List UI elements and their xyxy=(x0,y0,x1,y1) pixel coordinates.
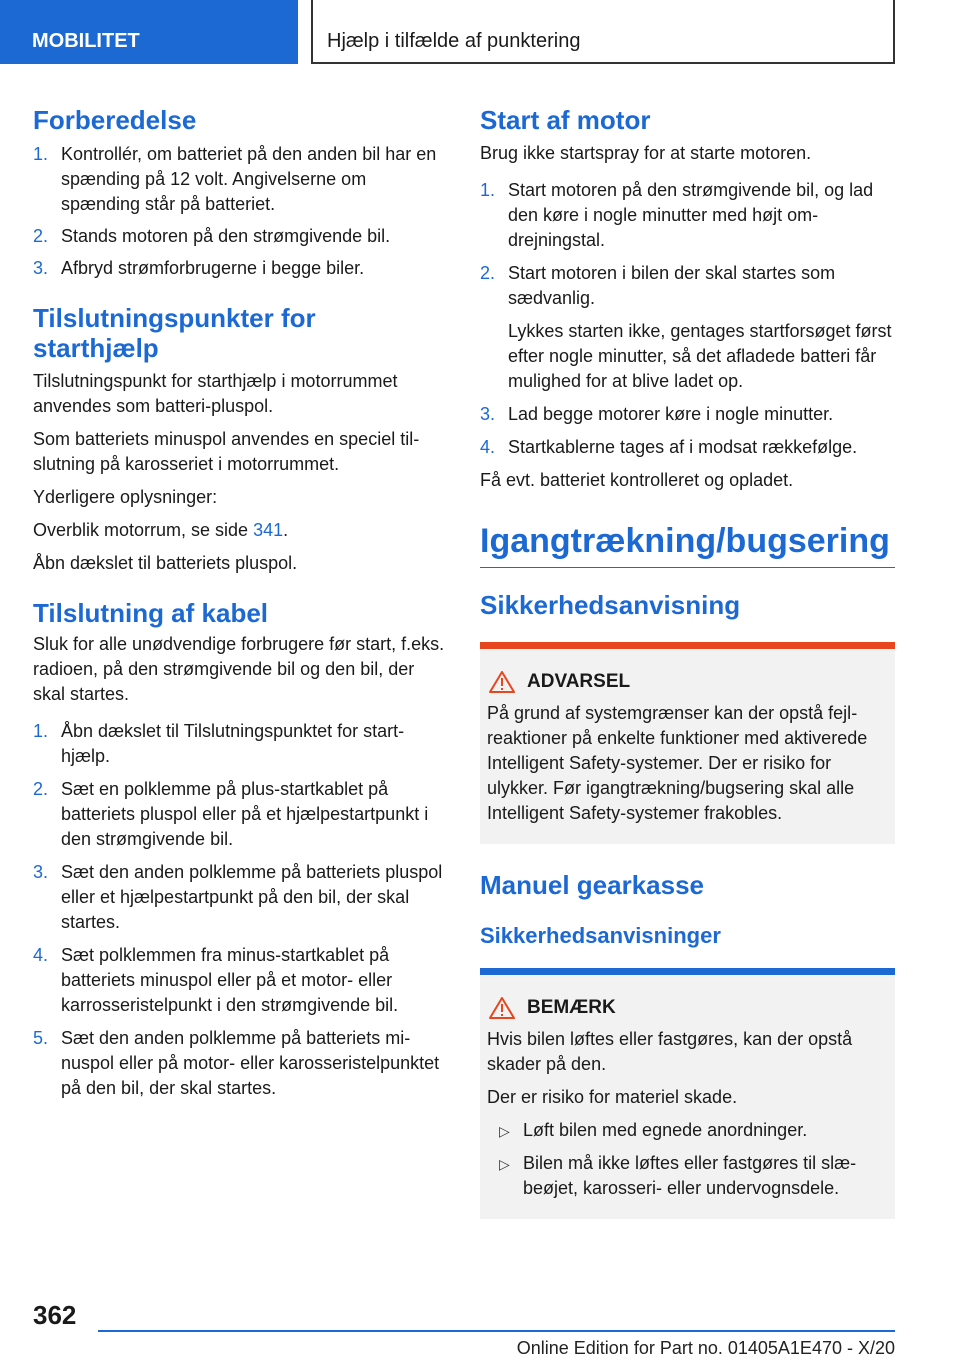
right-column xyxy=(480,100,895,1219)
left-column xyxy=(33,100,447,1101)
warning-box xyxy=(480,642,895,844)
note-text: Hvis bilen løftes eller fastgøres, kan der opstå skader på den. xyxy=(487,1029,853,1074)
note-bullets xyxy=(487,1118,888,1201)
list-item: 2. Start motoren i bilen der skal startes som sædvanlig. Lykkes starten ikke, gentages startforsøget først efter nogle minutter, så det afladede batteri får mulighed for at blive ladet op. xyxy=(480,261,895,394)
list-item: 2. Stands motoren på den strømgivende bil. xyxy=(33,226,391,246)
cable-steps xyxy=(33,719,447,1101)
heading-safety-notice: Sikkerhedsanvisning xyxy=(480,590,741,620)
heading-safety-notices: Sikkerhedsanvisninger xyxy=(480,923,721,948)
warning-content xyxy=(480,649,895,844)
paragraph: Yderligere oplysninger: xyxy=(33,487,218,507)
list-item: 1. Åbn dækslet til Tilslutningspunktet for starthjælp. xyxy=(33,721,405,766)
note-box xyxy=(480,968,895,1219)
list-item: 5. Sæt den anden polklemme på batteriets minuspol eller på motor- eller karosseristelpunktet på den bil, der skal startes. xyxy=(33,1028,440,1098)
footer-divider xyxy=(98,1330,895,1332)
warning-bar xyxy=(480,642,895,649)
page-link-341[interactable]: 341 xyxy=(253,520,284,540)
list-item: ▷ Bilen må ikke løftes eller fastgøres til slæbeøjet, karosseri- eller undervognsdele. xyxy=(499,1153,857,1198)
note-text: Der er risiko for materiel skade. xyxy=(487,1087,738,1107)
warning-header xyxy=(489,669,888,695)
footer-edition: Online Edition for Part no. 01405A1E470 - X/20 xyxy=(516,1338,895,1358)
preparation-steps xyxy=(33,142,447,281)
engine-start-steps xyxy=(480,178,895,460)
warning-triangle-icon xyxy=(489,997,515,1019)
list-item: 1. Kontrollér, om batteriet på den anden bil har en spænding på 12 volt. Angivelserne om spænding står på batteriet. xyxy=(33,144,437,214)
warning-label: ADVARSEL xyxy=(527,671,631,692)
note-bar xyxy=(480,968,895,975)
paragraph: Overblik motorrum, se side 341. xyxy=(33,520,289,540)
warning-text: På grund af systemgrænser kan der opstå fejlreaktioner på enkelte funktioner med aktiverede Intelligent Safety-systemer. Der er risiko for ulykker. Før igangtrækning/bugsering skal alle Intelligent Safety-systemer frakobles. xyxy=(487,703,868,823)
list-item: 1. Start motoren på den strømgivende bil, og lad den køre i nogle minutter med højt omdrejningstal. xyxy=(480,180,874,250)
bullet-triangle-icon: ▷ xyxy=(499,1123,510,1139)
paragraph: Som batteriets minuspol anvendes en speciel tilslutning på karosseriet i motorrummet. xyxy=(33,429,420,474)
paragraph: Tilslutningspunkt for starthjælp i motorrummet anvendes som batteri-pluspol. xyxy=(33,371,398,416)
heading-cable-connection: Tilslutning af kabel xyxy=(33,598,269,628)
list-item: 3. Lad begge motorer køre i nogle minutter. xyxy=(480,404,834,424)
paragraph: Sluk for alle unødvendige forbrugere før start, f.eks. radioen, på den strømgivende bil og den bil, der skal startes. xyxy=(33,634,445,704)
paragraph: Få evt. batteriet kontrolleret og opladet. xyxy=(480,470,794,490)
list-item: 4. Sæt polklemmen fra minus-startkablet på batteriets minuspol eller på et motor- eller karrosseristelpunkt i den strømgivende bil. xyxy=(33,945,399,1015)
list-item: 3. Afbryd strømforbrugerne i begge biler. xyxy=(33,258,365,278)
list-item: 3. Sæt den anden polklemme på batteriets pluspol eller et hjælpestartpunkt på den bil, der skal startes. xyxy=(33,862,443,932)
warning-triangle-icon xyxy=(489,671,515,693)
bullet-triangle-icon: ▷ xyxy=(499,1156,510,1172)
heading-manual-gearbox: Manuel gearkasse xyxy=(480,870,705,900)
note-label: BEMÆRK xyxy=(527,997,616,1018)
list-item: 2. Sæt en polklemme på plus-startkablet på batteriets pluspol eller på et hjælpestartpunkt i den strømgivende bil. xyxy=(33,779,429,849)
heading-connection-points: Tilslutningspunkter for starthjælp xyxy=(33,303,316,363)
section-tab: MOBILITET xyxy=(0,0,298,64)
heading-preparation: Forberedelse xyxy=(33,105,197,135)
heading-towing: Igangtrækning/bugsering xyxy=(480,521,895,568)
step-note: Lykkes starten ikke, gentages startforsøget først efter nogle minutter, så det afladede batteri får mulighed for at blive ladet op. xyxy=(508,321,892,391)
paragraph: Åbn dækslet til batteriets pluspol. xyxy=(33,553,298,573)
chapter-title: Hjælp i tilfælde af punktering xyxy=(311,0,895,64)
list-item: 4. Startkablerne tages af i modsat rækkefølge. xyxy=(480,437,858,457)
page-number: 362 xyxy=(33,1300,77,1330)
list-item: ▷ Løft bilen med egnede anordninger. xyxy=(487,1118,888,1143)
note-header xyxy=(489,995,888,1021)
paragraph: Brug ikke startspray for at starte motoren. xyxy=(480,143,812,163)
note-content xyxy=(480,975,895,1219)
heading-engine-start: Start af motor xyxy=(480,105,651,135)
